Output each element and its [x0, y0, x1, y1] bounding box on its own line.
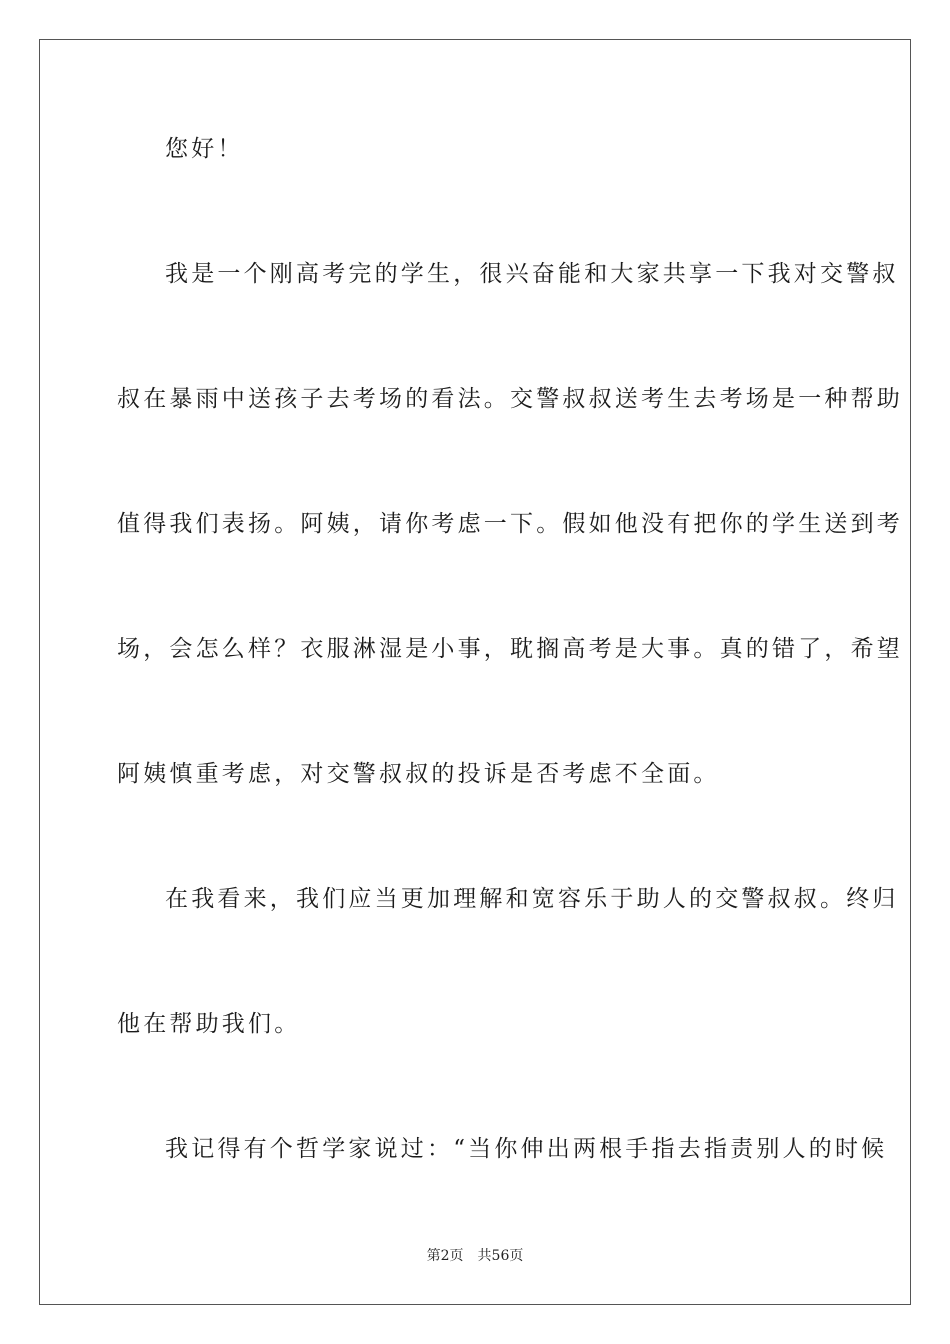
- paragraph-line: 我是一个刚高考完的学生，很兴奋能和大家共享一下我对交警叔: [165, 261, 899, 287]
- paragraph-line: 场，会怎么样？衣服淋湿是小事，耽搁高考是大事。真的错了，希望: [117, 636, 903, 662]
- paragraph-line: 我记得有个哲学家说过：“当你伸出两根手指去指责别人的时候: [165, 1136, 888, 1162]
- greeting-line: 您好！: [165, 136, 244, 162]
- paragraph-line: 在我看来，我们应当更加理解和宽容乐于助人的交警叔叔。终归: [165, 886, 899, 912]
- page-footer: [0, 1247, 950, 1265]
- paragraph-line: 叔在暴雨中送孩子去考场的看法。交警叔叔送考生去考场是一种帮助: [117, 386, 903, 412]
- page-number: 第2页: [426, 1248, 464, 1264]
- page-total: 共56页: [477, 1248, 524, 1264]
- paragraph-line: 值得我们表扬。阿姨，请你考虑一下。假如他没有把你的学生送到考: [117, 511, 903, 537]
- page-frame: [39, 39, 911, 1305]
- paragraph-line: 他在帮助我们。: [117, 1011, 301, 1037]
- paragraph-line: 阿姨慎重考虑，对交警叔叔的投诉是否考虑不全面。: [117, 761, 720, 787]
